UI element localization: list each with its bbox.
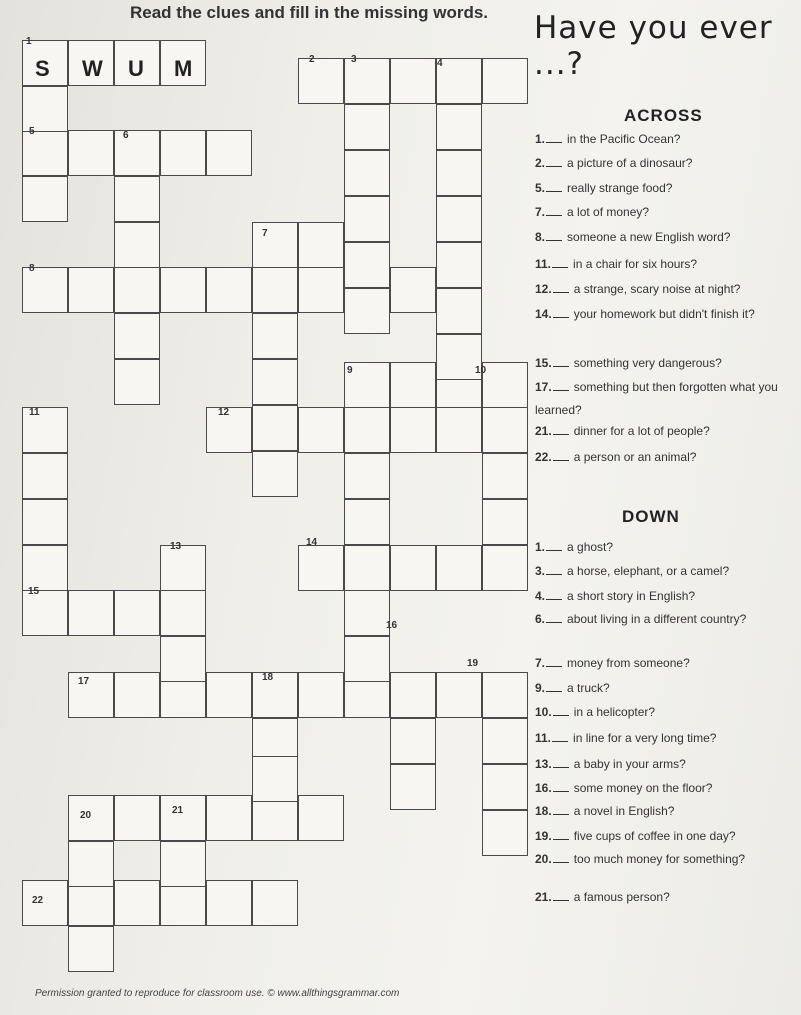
- grid-cell[interactable]: [252, 359, 298, 405]
- across-clue: 2. a picture of a dinosaur?: [535, 156, 693, 170]
- grid-cell[interactable]: [252, 222, 298, 268]
- grid-cell[interactable]: [114, 795, 160, 841]
- across-heading: ACROSS: [624, 106, 703, 125]
- grid-cell[interactable]: [252, 267, 298, 313]
- answer-blank[interactable]: [552, 732, 568, 742]
- answer-blank[interactable]: [553, 357, 569, 367]
- down-clue: 21. a famous person?: [535, 890, 670, 904]
- grid-cell[interactable]: [114, 130, 160, 176]
- grid-cell[interactable]: [344, 288, 390, 334]
- grid-cell[interactable]: [482, 453, 528, 499]
- answer-blank[interactable]: [553, 425, 569, 435]
- answer-blank[interactable]: [546, 565, 562, 575]
- grid-cell[interactable]: [160, 636, 206, 682]
- clue-number-9: 9: [347, 365, 353, 376]
- filled-letter: W: [82, 56, 103, 81]
- grid-cell[interactable]: [436, 104, 482, 150]
- grid-cell[interactable]: [68, 267, 114, 313]
- grid-cell[interactable]: [252, 451, 298, 497]
- filled-letter: S: [35, 56, 50, 81]
- grid-cell[interactable]: [114, 176, 160, 222]
- answer-blank[interactable]: [546, 182, 562, 192]
- down-clue: 10. in a helicopter?: [535, 705, 656, 719]
- grid-cell[interactable]: [22, 880, 68, 926]
- clue-number-14: 14: [306, 537, 318, 548]
- grid-cell[interactable]: [252, 313, 298, 359]
- answer-blank[interactable]: [552, 258, 568, 268]
- grid-cell[interactable]: [482, 58, 528, 104]
- grid-cell[interactable]: [298, 407, 344, 453]
- answer-blank[interactable]: [553, 381, 569, 391]
- answer-blank[interactable]: [553, 891, 569, 901]
- answer-blank[interactable]: [553, 451, 569, 461]
- grid-cell[interactable]: [68, 926, 114, 972]
- answer-blank[interactable]: [553, 782, 569, 792]
- answer-blank[interactable]: [553, 830, 569, 840]
- grid-cell[interactable]: [68, 672, 114, 718]
- answer-blank[interactable]: [546, 206, 562, 216]
- clue-number-7: 7: [262, 228, 268, 239]
- grid-cell[interactable]: [68, 130, 114, 176]
- grid-cell[interactable]: [482, 545, 528, 591]
- grid-cell[interactable]: [344, 104, 390, 150]
- clue-number-3: 3: [351, 54, 357, 65]
- down-clue: 1. a ghost?: [535, 540, 614, 554]
- grid-cell[interactable]: [482, 764, 528, 810]
- grid-cell[interactable]: [436, 672, 482, 718]
- clue-number-19: 19: [467, 658, 479, 669]
- answer-blank[interactable]: [546, 657, 562, 667]
- across-clue: 14. your homework but didn't finish it?: [535, 307, 755, 321]
- grid-cell[interactable]: [68, 590, 114, 636]
- down-clue: 16. some money on the floor?: [535, 781, 713, 795]
- down-clue: 20. too much money for something?: [535, 852, 746, 866]
- answer-blank[interactable]: [553, 853, 569, 863]
- clue-number-20: 20: [80, 810, 92, 821]
- clue-number-6: 6: [123, 130, 129, 141]
- grid-cell[interactable]: [206, 795, 252, 841]
- grid-cell[interactable]: [344, 636, 390, 682]
- clue-number-13: 13: [170, 541, 182, 552]
- clue-number-21: 21: [172, 805, 184, 816]
- grid-cell[interactable]: [114, 590, 160, 636]
- across-clue: 17. something but then forgotten what you learned?: [535, 380, 778, 417]
- grid-cell[interactable]: [436, 150, 482, 196]
- grid-cell[interactable]: [22, 453, 68, 499]
- grid-cell[interactable]: [206, 267, 252, 313]
- down-clue: 7. money from someone?: [535, 656, 690, 670]
- grid-cell[interactable]: [298, 222, 344, 268]
- clue-number-10: 10: [475, 365, 487, 376]
- grid-cell[interactable]: [344, 150, 390, 196]
- grid-cell[interactable]: [160, 590, 206, 636]
- grid-cell[interactable]: [298, 672, 344, 718]
- grid-cell[interactable]: [114, 359, 160, 405]
- filled-letter: U: [128, 56, 144, 81]
- grid-cell[interactable]: [298, 267, 344, 313]
- grid-cell[interactable]: [160, 795, 206, 841]
- grid-cell[interactable]: [22, 499, 68, 545]
- grid-cell[interactable]: [344, 590, 390, 636]
- answer-blank[interactable]: [553, 706, 569, 716]
- grid-cell[interactable]: [298, 58, 344, 104]
- answer-blank[interactable]: [553, 805, 569, 815]
- grid-cell[interactable]: [436, 288, 482, 334]
- grid-cell[interactable]: [22, 545, 68, 591]
- grid-cell[interactable]: [114, 880, 160, 926]
- grid-cell[interactable]: [344, 499, 390, 545]
- across-clue: 5. really strange food?: [535, 181, 673, 195]
- grid-cell[interactable]: [114, 222, 160, 268]
- grid-cell[interactable]: [344, 196, 390, 242]
- grid-cell[interactable]: [390, 58, 436, 104]
- across-clue: 22. a person or an animal?: [535, 450, 697, 464]
- grid-cell[interactable]: [436, 545, 482, 591]
- grid-cell[interactable]: [206, 880, 252, 926]
- clue-number-18: 18: [262, 672, 274, 683]
- grid-cell[interactable]: [298, 545, 344, 591]
- grid-cell[interactable]: [298, 795, 344, 841]
- clue-number-5: 5: [29, 126, 35, 137]
- grid-cell[interactable]: [390, 267, 436, 313]
- grid-cell[interactable]: [252, 405, 298, 451]
- clue-number-1: 1: [26, 36, 32, 47]
- across-clue: 11. in a chair for six hours?: [535, 257, 698, 271]
- down-clue: 3. a horse, elephant, or a camel?: [535, 564, 730, 578]
- clue-number-12: 12: [218, 407, 230, 418]
- down-heading: DOWN: [622, 507, 680, 526]
- grid-cell[interactable]: [390, 764, 436, 810]
- grid-cell[interactable]: [390, 718, 436, 764]
- grid-cell[interactable]: [482, 672, 528, 718]
- grid-cell[interactable]: [344, 545, 390, 591]
- grid-cell[interactable]: [206, 130, 252, 176]
- grid-cell[interactable]: [114, 672, 160, 718]
- grid-cell[interactable]: [390, 545, 436, 591]
- clue-number-2: 2: [309, 54, 315, 65]
- grid-cell[interactable]: [436, 196, 482, 242]
- grid-cell[interactable]: [114, 267, 160, 313]
- grid-cell[interactable]: [160, 267, 206, 313]
- down-clue: 4. a short story in English?: [535, 589, 696, 603]
- clue-number-8: 8: [29, 263, 35, 274]
- filled-letter: M: [174, 56, 193, 81]
- across-clue: 1. in the Pacific Ocean?: [535, 132, 681, 146]
- page-title: Have you ever ...?: [534, 10, 773, 82]
- down-clue: 13. a baby in your arms?: [535, 757, 686, 771]
- grid-cell[interactable]: [344, 242, 390, 288]
- answer-blank[interactable]: [553, 283, 569, 293]
- down-clue: 9. a truck?: [535, 681, 610, 695]
- answer-blank[interactable]: [546, 541, 562, 551]
- grid-cell[interactable]: [160, 130, 206, 176]
- grid-cell[interactable]: [390, 362, 436, 408]
- answer-blank[interactable]: [546, 231, 562, 241]
- answer-blank[interactable]: [553, 308, 569, 318]
- grid-cell[interactable]: [482, 407, 528, 453]
- down-clue: 6. about living in a different country?: [535, 612, 747, 626]
- clue-number-11: 11: [29, 407, 40, 418]
- grid-cell[interactable]: [114, 313, 160, 359]
- grid-cell[interactable]: [482, 810, 528, 856]
- grid-cell[interactable]: [22, 176, 68, 222]
- grid-cell[interactable]: [390, 407, 436, 453]
- across-clue: 8. someone a new English word?: [535, 230, 731, 244]
- grid-cell[interactable]: [160, 841, 206, 887]
- answer-blank[interactable]: [546, 157, 562, 167]
- clue-number-22: 22: [32, 895, 44, 906]
- grid-cell[interactable]: [436, 242, 482, 288]
- answer-blank[interactable]: [546, 613, 562, 623]
- answer-blank[interactable]: [553, 758, 569, 768]
- grid-cell[interactable]: [68, 841, 114, 887]
- clue-number-17: 17: [78, 676, 90, 687]
- grid-cell[interactable]: [344, 453, 390, 499]
- grid-cell[interactable]: [344, 407, 390, 453]
- clue-number-4: 4: [437, 58, 443, 69]
- grid-cell[interactable]: [390, 672, 436, 718]
- clue-number-15: 15: [28, 586, 40, 597]
- grid-cell[interactable]: [482, 362, 528, 408]
- grid-cell[interactable]: [482, 718, 528, 764]
- across-clue: 21. dinner for a lot of people?: [535, 424, 710, 438]
- across-clue: 7. a lot of money?: [535, 205, 650, 219]
- grid-cell[interactable]: [436, 407, 482, 453]
- grid-cell[interactable]: [206, 672, 252, 718]
- instructions: Read the clues and fill in the missing words.: [130, 3, 489, 22]
- down-clue: 18. a novel in English?: [535, 804, 675, 818]
- answer-blank[interactable]: [546, 682, 562, 692]
- grid-cell[interactable]: [482, 499, 528, 545]
- grid-cell[interactable]: [252, 756, 298, 802]
- grid-cell[interactable]: [160, 545, 206, 591]
- grid-cell[interactable]: [252, 880, 298, 926]
- answer-blank[interactable]: [546, 590, 562, 600]
- across-clue: 12. a strange, scary noise at night?: [535, 282, 741, 296]
- down-clue: 19. five cups of coffee in one day?: [535, 829, 736, 843]
- down-clue: 11. in line for a very long time?: [535, 731, 717, 745]
- clue-number-16: 16: [386, 620, 398, 631]
- answer-blank[interactable]: [546, 133, 562, 143]
- grid-cell[interactable]: [252, 672, 298, 718]
- permission-note: Permission granted to reproduce for classroom use. © www.allthingsgrammar.com: [35, 988, 400, 999]
- across-clue: 15. something very dangerous?: [535, 356, 722, 370]
